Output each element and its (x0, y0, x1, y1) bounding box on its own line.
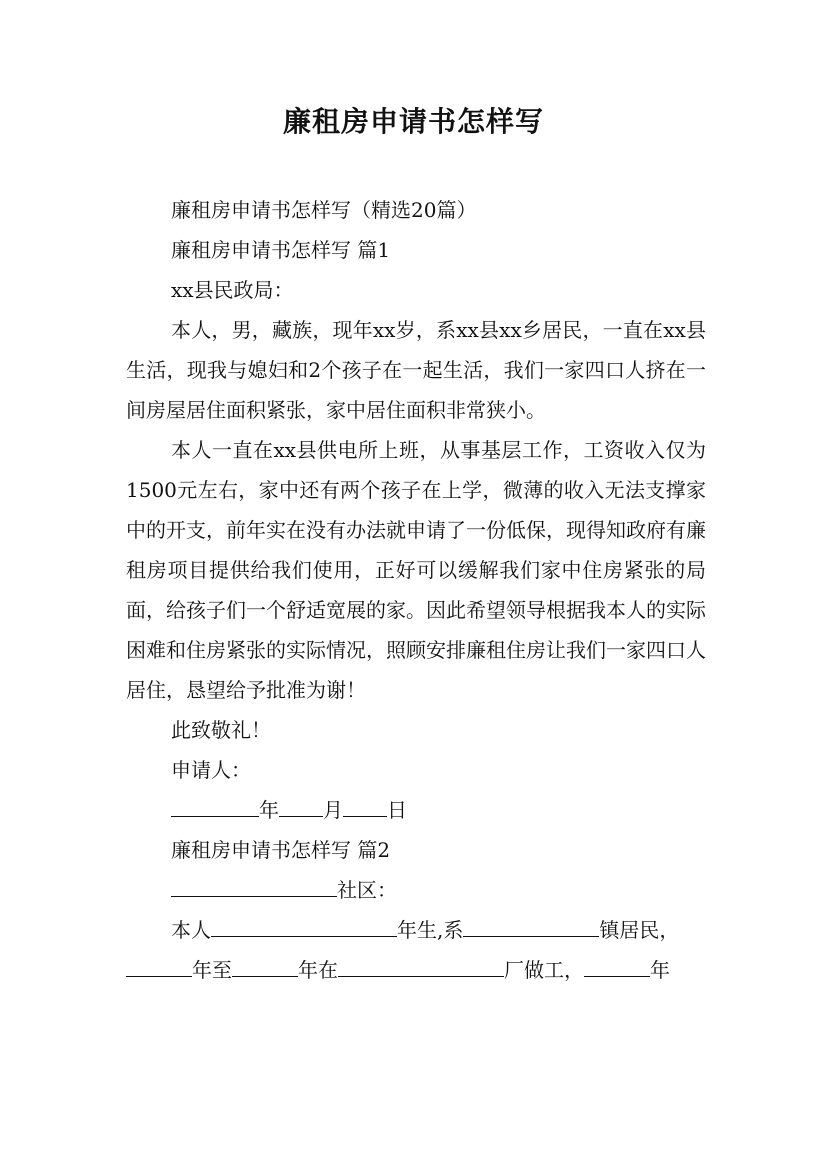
month-blank (279, 790, 323, 817)
end-year-blank (232, 950, 298, 977)
day-blank (343, 790, 387, 817)
start-year-blank (126, 950, 192, 977)
resident-line (126, 910, 706, 950)
born-text: 年生,系 (397, 918, 464, 942)
factory-text: 厂做工， (504, 958, 584, 982)
at-text: 年在 (298, 958, 338, 982)
date-line (126, 790, 706, 830)
from-text: 年至 (192, 958, 232, 982)
year-blank (171, 790, 259, 817)
applicant-label: 申请人： (171, 758, 251, 782)
section-heading-2: 廉租房申请书怎样写 篇2 (171, 838, 391, 862)
community-line (126, 870, 706, 910)
resident-start-text: 本人 (171, 918, 211, 942)
date-year-label: 年 (259, 798, 279, 822)
date-day-label: 日 (387, 798, 407, 822)
resident-end-text: 镇居民， (599, 918, 680, 942)
community-blank (171, 870, 337, 897)
paragraph-2: 本人一直在xx县供电所上班，从事基层工作，工资收入仅为1500元左右，家中还有两个孩子在上学，微薄的收入无法支撑家中的开支，前年实在没有办法就申请了一份低保，现得知政府有廉租房项目提供给我们使用，正好可以缓解我们家中住房紧张的局面，给孩子们一个舒适宽展的家。因此希望领导根据我本人的实际困难和住房紧张的实际情况，照顾安排廉租住房让我们一家四口人居住，恳望给予批准为谢！ (126, 438, 706, 702)
document-title: 廉租房申请书怎样写 (282, 105, 544, 138)
date-month-label: 月 (323, 798, 343, 822)
name-blank (211, 910, 397, 937)
community-suffix: 社区： (337, 878, 397, 902)
closing-salute: 此致敬礼！ (171, 718, 271, 742)
factory-blank (338, 950, 504, 977)
salutation: xx县民政局： (171, 278, 294, 302)
document-subtitle: 廉租房申请书怎样写（精选20篇） (171, 198, 477, 222)
work-line (126, 950, 706, 990)
document-body (126, 190, 706, 990)
paragraph-1: 本人，男，藏族，现年xx岁，系xx县xx乡居民，一直在xx县生活，现我与媳妇和2个孩子在一起生活，我们一家四口人挤在一间房屋居住面积紧张，家中居住面积非常狭小。 (126, 318, 706, 422)
town-blank (463, 910, 599, 937)
section-heading-1: 廉租房申请书怎样写 篇1 (171, 238, 391, 262)
next-year-blank (584, 950, 650, 977)
year-tail-text: 年 (650, 958, 670, 982)
